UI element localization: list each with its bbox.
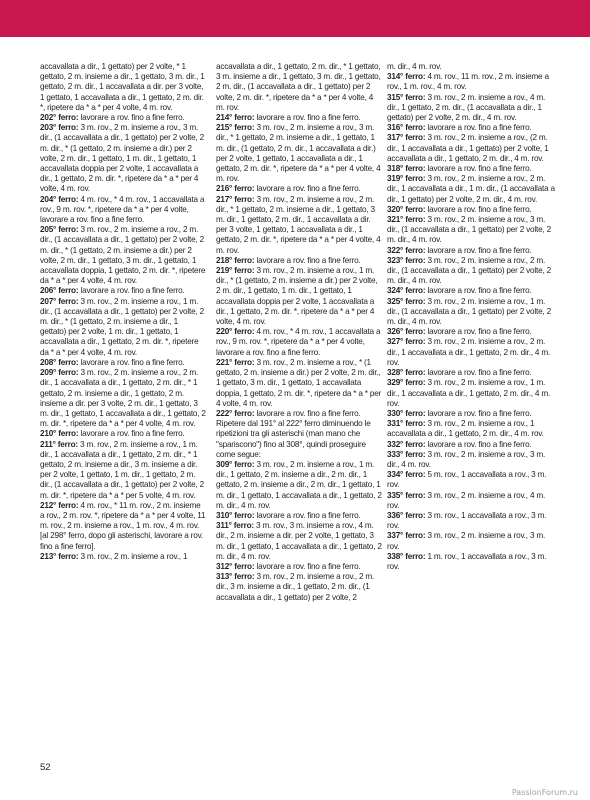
row-label: 207° ferro: [40,296,79,306]
instruction-paragraph [387,491,555,511]
row-label: 317° ferro: [387,133,426,143]
row-instructions: lavorare a rov. fino a fine ferro. [425,123,532,133]
row-instructions: 3 m. rov., 2 m. insieme a rov., 3 m. dir., * 1 gettato, 2 m. insieme a dir., 1 gettato, 1 m. dir., (1 gettato, 2 m. dir., 1 accavallata a dir.) per 2 volte, 1 gettato, 1 accavallata a dir., 1 gettato, 2 m. dir. *, ripetere da * a * per 4 volte, 4 m. rov. [216,123,381,184]
instruction-paragraph [387,215,555,246]
row-instructions: 4 m. rov., 11 m. rov., 2 m. insieme a rov., 1 m. rov., 4 m. rov. [387,72,549,92]
instruction-paragraph [216,511,382,521]
row-label: 326° ferro: [387,327,426,337]
instruction-paragraph [387,531,555,551]
instruction-paragraph [387,378,555,409]
instruction-paragraph [387,470,555,490]
row-label: 215° ferro: [216,123,255,133]
row-label: 309° ferro: [216,459,255,469]
text-column-left [40,62,206,562]
row-label: 204° ferro: [40,194,79,204]
row-instructions: accavallata a dir., 1 gettato) per 2 volte, * 1 gettato, 2 m. insieme a dir., 1 gettato, 3 m. dir., 1 gettato, 2 m. dir., 1 accavallata a dir. per 3 volte, 1 gettato, 1 accavallata a dir., 1 gettato, 2 m. dir. *, ripetere da * a * per 4 volte, 4 m. rov. [40,62,205,112]
row-instructions: 3 m. rov., 2 m. insieme a rov., 1 m. dir., 1 accavallata a dir., 1 gettato, 2 m. dir., * 1 gettato, 2 m. insieme a dir., 3 m. insieme a dir. per 2 volte, 1 gettato, 1 m. dir., 1 gettato, 2 m. dir., (1 accavallata a dir., 1 gettato) per 2 volte, 2 m. dir. *, ripetere da * a * per 5 volte, 4 m. rov. [40,439,204,500]
instruction-paragraph [387,368,555,378]
row-instructions: m. dir., 4 m. rov. [387,62,442,71]
row-label: 325° ferro: [387,296,426,306]
instruction-paragraph [387,552,555,572]
row-instructions: 3 m. rov., 3 m. insieme a rov., 4 m. dir., 2 m. insieme a dir. per 2 volte, 1 gettato, 3 m. dir., 1 gettato, 1 accavallata a dir., 1 gettato, 2 m. dir., 4 m. rov. [216,521,382,561]
instruction-paragraph [216,460,382,511]
instruction-paragraph [387,72,555,92]
row-instructions: lavorare a rov. fino a fine ferro. [425,164,532,174]
row-instructions: lavorare a rov. fino a fine ferro. [425,327,532,337]
row-instructions: lavorare a rov. fino a fine ferro. [254,255,361,265]
row-instructions: lavorare a rov. fino a fine ferro. [78,286,185,296]
instruction-paragraph [387,511,555,531]
row-instructions: 3 m. rov., 2 m. insieme a rov., (2 m. dir., 1 accavallata a dir., 1 gettato) per 2 volte, 1 accavallata a dir., 1 gettato, 2 m. dir., 4 m. rov. [387,133,549,163]
instruction-paragraph [387,440,555,450]
instruction-paragraph [40,195,206,226]
instruction-paragraph [40,501,206,552]
instruction-paragraph [216,562,382,572]
row-label: 322° ferro: [387,245,426,255]
row-instructions: lavorare a rov. fino a fine ferro. [425,204,532,214]
instruction-paragraph [387,133,555,164]
instruction-paragraph [40,286,206,296]
row-instructions: lavorare a rov. fino a fine ferro. [78,429,185,439]
row-instructions: 3 m. rov., 2 m. insieme a rov., 4 m. rov. [387,490,546,510]
row-label: 221° ferro: [216,357,255,367]
row-instructions: 4 m. rov., * 11 m. rov., 2 m. insieme a rov., 2 m. rov. *, ripetere da * a * per 4 volte, 11 m. rov., 2 m. insieme a rov., 1 m. rov., 4 m. rov. [al 298° ferro, dopo gli asterischi, lavorare a rov. fino a fine ferro]. [40,500,206,551]
row-label: 328° ferro: [387,368,426,378]
row-instructions: lavorare a rov. fino a fine ferro. [254,561,361,571]
row-label: 335° ferro: [387,490,426,500]
instruction-paragraph [387,164,555,174]
row-label: 331° ferro: [387,419,426,429]
row-label: 311° ferro: [216,521,254,531]
row-instructions: 3 m. rov., 2 m. insieme a rov., 2 m. dir., 1 accavallata a dir., 1 gettato, 2 m. dir., 4 m. rov. [387,337,551,367]
row-instructions: lavorare a rov. fino a fine ferro. [78,113,185,123]
row-label: 220° ferro: [216,327,255,337]
instruction-paragraph [387,246,555,256]
instruction-paragraph [387,409,555,419]
row-instructions: lavorare a rov. fino a fine ferro. [425,439,532,449]
row-instructions: 4 m. rov., * 4 m. rov., 1 accavallata a rov., 9 m. rov. *, ripetere da * a * per 4 volte, lavorare a rov. fino a fine ferro. [216,327,381,357]
instruction-paragraph [387,450,555,470]
row-label: 316° ferro: [387,123,426,133]
instruction-paragraph [216,266,382,327]
row-label: 216° ferro: [216,184,255,194]
row-instructions: 3 m. rov., 2 m. insieme a rov., 2 m. dir., * 1 gettato, 2 m. insieme a dir., 1 gettato, 3 m. dir., 1 gettato, 2 m. dir., 1 accavallata a dir. per 3 volte, 1 gettato, 1 accavallata a dir., 1 gettato, 2 m. dir. *, ripetere da * a * per 4 volte, 4 m. rov. [216,194,381,255]
row-label: 319° ferro: [387,174,426,184]
row-label: 320° ferro: [387,204,426,214]
row-label: 324° ferro: [387,286,426,296]
row-instructions: lavorare a rov. fino a fine ferro. [78,357,185,367]
row-label: 318° ferro: [387,164,426,174]
instruction-paragraph [40,429,206,439]
instruction-paragraph [40,225,206,286]
row-label: 338° ferro: [387,551,426,561]
text-column-middle [216,62,382,603]
instruction-paragraph [216,113,382,123]
site-watermark: PassionForum.ru [511,788,578,797]
row-label: 219° ferro: [216,266,255,276]
row-label: 321° ferro: [387,215,426,225]
row-instructions: 3 m. rov., 2 m. insieme a rov., 1 m. dir., (1 accavallata a dir., 1 gettato) per 2 volte, 2 m. dir., 4 m. rov. [387,296,551,327]
instruction-paragraph [216,521,382,562]
row-instructions: 3 m. rov., 2 m. insieme a rov., * (1 gettato, 2 m. insieme a dir.) per 2 volte, 2 m. dir., 1 gettato, 3 m. dir., 1 gettato, 1 accavallata doppia, 1 gettato, 2 m. dir. *, ripetere da * a * per 4 volte, 4 m. rov. [216,357,382,408]
row-instructions: 5 m. rov., 1 accavallata a rov., 3 m. rov. [387,470,547,490]
row-instructions: 3 m. rov., 2 m. insieme a rov., 4 m. dir., 1 gettato, 2 m. dir., (1 accavallata a dir., 1 gettato) per 2 volte, 2 m. dir., 4 m. rov. [387,92,546,123]
instruction-paragraph [387,337,555,368]
row-label: 314° ferro: [387,72,426,82]
instruction-paragraph [216,195,382,256]
row-label: 205° ferro: [40,225,79,235]
instruction-paragraph [40,113,206,123]
instruction-paragraph [40,62,206,113]
row-label: 337° ferro: [387,531,426,541]
row-label: 209° ferro: [40,368,79,378]
row-instructions: 3 m. rov., 2 m. insieme a rov., 3 m. dir., 4 m. rov. [387,449,546,469]
instruction-paragraph [40,368,206,429]
instruction-paragraph [216,572,382,603]
instruction-paragraph [387,419,555,439]
row-label: 334° ferro: [387,470,426,480]
instruction-paragraph [216,358,382,409]
row-instructions: 3 m. rov., 2 m. insieme a rov., 3 m. dir., (1 accavallata a dir., 1 gettato) per 2 volte, 2 m. dir., 4 m. rov. [387,215,551,245]
row-label: 312° ferro: [216,561,255,571]
instruction-paragraph [387,123,555,133]
instruction-paragraph [216,184,382,194]
row-label: 217° ferro: [216,194,255,204]
row-instructions: lavorare a rov. fino a fine ferro. [425,368,532,378]
row-label: 313° ferro: [216,572,255,582]
row-instructions: 1 m. rov., 1 accavallata a rov., 3 m. rov. [387,551,547,571]
row-label: 206° ferro: [40,286,79,296]
text-column-right [387,62,555,572]
row-instructions: 3 m. rov., 2 m. insieme a rov., 1 [78,551,188,561]
instruction-paragraph [40,440,206,501]
row-instructions: 3 m. rov., 2 m. insieme a rov., 1 m. dir., (1 accavallata a dir., 1 gettato) per 2 volte, 2 m. dir., * (1 gettato, 2 m. insieme a dir., 1 gettato) per 2 volte, 1 m. dir., 1 gettato, 1 accavallata a dir., 1 gettato, 2 m. dir. *, ripetere da * a * per 4 volte, 4 m. rov. [40,296,204,357]
row-instructions: 3 m. rov., 2 m. insieme a rov., 1 m. dir., 1 gettato, 2 m. insieme a dir., 2 m. dir., 1 gettato, 2 m. insieme a dir., 2 m. dir., 1 gettato, 1 m. dir., 1 gettato, 1 accavallata a dir., 1 gettato, 2 m. dir., 4 m. rov. [216,459,382,510]
row-label: 218° ferro: [216,255,255,265]
row-instructions: lavorare a rov. fino a fine ferro. [254,113,361,123]
row-instructions: 4 m. rov., * 4 m. rov., 1 accavallata a rov., 9 m. rov. *, ripetere da * a * per 4 volte, lavorare a rov. fino a fine ferro. [40,194,205,225]
row-label: 210° ferro: [40,429,79,439]
row-instructions: 3 m. rov., 2 m. insieme a rov., 2 m. dir., 3 m. insieme a dir., 1 gettato, 2 m. dir., (1 accavallata a dir., 1 gettato) per 2 volte, 2 [216,572,375,602]
row-instructions: lavorare a rov. fino a fine ferro. Ripetere dal 191° al 222° ferro diminuendo le ripetizioni tra gli asterischi (man mano che "spariscono") fino al 308°, quindi proseguire come segue: [216,408,371,459]
row-instructions: lavorare a rov. fino a fine ferro. [425,408,532,418]
row-instructions: 3 m. rov., 2 m. insieme a rov., 3 m. dir., (1 accavallata a dir., 1 gettato) per 2 volte, 2 m. dir., * (1 gettato, 2 m. insieme a dir.) per 2 volte, 2 m. dir., 1 gettato, 1 m. dir., 1 gettato, 1 accavallata doppia per 2 volte, 1 accavallata a dir., 1 gettato, 2 m. dir. *, ripetere da * a * per 4 volte, 4 m. rov. [40,123,204,194]
row-instructions: 3 m. rov., 2 m. insieme a rov., 1 m. dir., 1 accavallata a dir., 1 gettato, 2 m. dir., 4 m. rov. [387,378,551,408]
instruction-paragraph [387,62,555,72]
row-label: 329° ferro: [387,378,426,388]
row-label: 333° ferro: [387,449,426,459]
row-label: 213° ferro: [40,551,79,561]
instruction-paragraph [387,327,555,337]
instruction-paragraph [216,327,382,358]
instruction-paragraph [216,123,382,184]
row-label: 315° ferro: [387,92,426,102]
row-label: 330° ferro: [387,408,426,418]
row-label: 203° ferro: [40,123,79,133]
row-label: 310° ferro: [216,510,255,520]
row-instructions: lavorare a rov. fino a fine ferro. [425,286,532,296]
row-instructions: 3 m. rov., 2 m. insieme a rov., 2 m. dir., (1 accavallata a dir., 1 gettato) per 2 volte, 2 m. dir., 4 m. rov. [387,255,551,286]
row-instructions: 3 m. rov., 2 m. insieme a rov., 2 m. dir., (1 accavallata a dir., 1 gettato) per 2 volte, 2 m. dir., * (1 gettato, 2 m. insieme a dir.) per 2 volte, 2 m. dir., 1 gettato, 3 m. dir., 1 gettato, 1 accavallata doppia, 1 gettato, 2 m. dir. *, ripetere da * a * per 4 volte, 4 m. rov. [40,225,206,286]
instruction-paragraph [387,205,555,215]
row-label: 323° ferro: [387,255,426,265]
instruction-paragraph [387,286,555,296]
row-label: 208° ferro: [40,357,79,367]
instruction-paragraph [387,174,555,205]
row-instructions: 3 m. rov., 1 accavallata a rov., 3 m. rov. [387,510,547,531]
instruction-paragraph [387,297,555,328]
row-instructions: 3 m. rov., 2 m. insieme a rov., 3 m. rov. [387,531,546,551]
instruction-paragraph [216,409,382,460]
row-label: 222° ferro: [216,408,255,418]
row-instructions: lavorare a rov. fino a fine ferro. [254,510,361,520]
row-instructions: lavorare a rov. fino a fine ferro. [425,245,532,255]
header-color-bar [0,0,590,37]
row-instructions: lavorare a rov. fino a fine ferro. [254,184,361,194]
row-instructions: 3 m. rov., 2 m. insieme a rov., 2 m. dir., 1 accavallata a dir., 1 gettato, 2 m. dir., * 1 gettato, 2 m. insieme a dir., 1 gettato, 2 m. insieme a dir. per 3 volte, 2 m. dir., 1 gettato, 3 m. dir., 1 gettato, 1 accavallata a dir., 1 gettato, 2 m. dir. *, ripetere da * a * per 4 volte, 4 m. rov. [40,368,206,429]
instruction-paragraph [40,358,206,368]
instruction-paragraph [387,256,555,287]
page-number: 52 [40,762,51,773]
instruction-paragraph [387,93,555,124]
row-instructions: accavallata a dir., 1 gettato, 2 m. dir., * 1 gettato, 3 m. insieme a dir., 1 gettato, 3 m. dir., 1 gettato, 2 m. dir., (1 accavallata a dir., 1 gettato) per 2 volte, 2 m. dir. *, ripetere da * a * per 4 volte, 4 m. rov. [216,62,381,112]
row-label: 211° ferro: [40,439,78,449]
instruction-paragraph [40,297,206,358]
instruction-paragraph [216,256,382,266]
row-label: 214° ferro: [216,113,255,123]
row-label: 327° ferro: [387,337,426,347]
row-label: 202° ferro: [40,113,79,123]
instruction-paragraph [40,123,206,194]
row-instructions: 3 m. rov., 2 m. insieme a rov., 2 m. dir., 1 accavallata a dir., 1 m. dir., (1 accavallata a dir., 1 gettato) per 2 volte, 2 m. dir., 4 m. rov. [387,174,555,204]
row-label: 336° ferro: [387,510,426,520]
row-label: 332° ferro: [387,439,426,449]
instruction-paragraph [40,552,206,562]
row-instructions: 3 m. rov., 2 m. insieme a rov., 1 accavallata a dir., 1 gettato, 2 m. dir., 4 m. rov. [387,419,544,439]
row-instructions: 3 m. rov., 2 m. insieme a rov., 1 m. dir., * (1 gettato, 2 m. insieme a dir.) per 2 volte, 2 m. dir., 1 gettato, 1 m. dir., 1 gettato, 1 accavallata doppia per 2 volte, 1 accavallata a dir., 1 gettato, 2 m. dir. *, ripetere da * a * per 4 volte, 4 m. rov. [216,266,378,327]
instruction-paragraph [216,62,382,113]
row-label: 212° ferro: [40,500,79,510]
